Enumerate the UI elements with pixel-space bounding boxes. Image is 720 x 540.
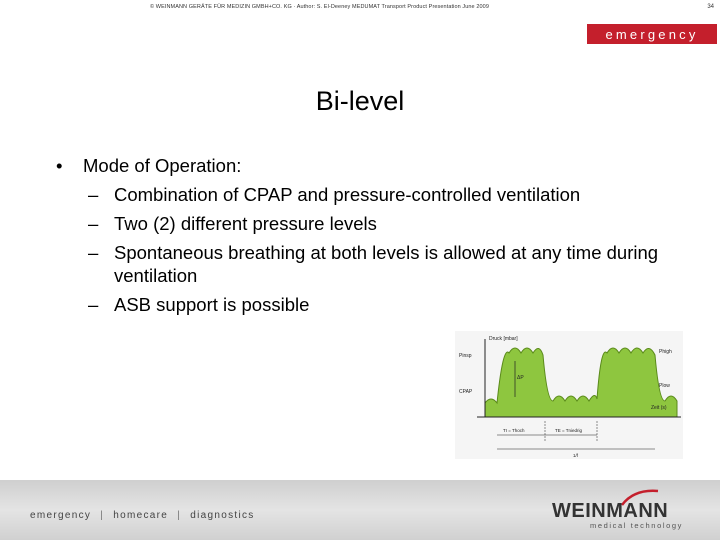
phigh-label: Phigh (659, 349, 672, 355)
sub-item (56, 293, 694, 316)
ti-label: TI = Thoch (503, 428, 525, 433)
footer-separator: | (100, 510, 105, 521)
dash-mark: – (88, 184, 99, 205)
sub-item (56, 212, 694, 235)
page-number: 34 (707, 4, 714, 10)
pinsp-label: Pinsp (459, 353, 472, 359)
dash-mark: – (88, 242, 99, 263)
footer-link-diagnostics[interactable]: diagnostics (190, 510, 255, 521)
sub-item-text: Spontaneous breathing at both levels is allowed at any time during ventilation (114, 242, 659, 286)
cpap-label: CPAP (459, 389, 473, 395)
bullet-list (56, 154, 694, 322)
delta-p-label: ΔP (517, 375, 524, 381)
footer-links (30, 510, 255, 521)
bilevel-pressure-diagram (455, 331, 683, 459)
footer-link-emergency[interactable]: emergency (30, 510, 92, 521)
sub-item-text: Combination of CPAP and pressure-controlled ventilation (114, 184, 581, 205)
bullet-text: Mode of Operation: (83, 155, 242, 176)
sub-item (56, 183, 694, 206)
x-axis-label: Zeit (s) (651, 405, 667, 411)
copyright-note: © WEINMANN GERÄTE FÜR MEDIZIN GMBH+CO. KG · Author: S. El-Deeney MEDUMAT Transport Product Presentation June 2009 (150, 4, 489, 10)
te-label: TE = Tniedrig (555, 428, 583, 433)
sub-item-text: Two (2) different pressure levels (114, 213, 377, 234)
plow-label: Plow (659, 383, 670, 389)
dash-mark: – (88, 213, 99, 234)
emergency-tag: emergency (587, 24, 717, 44)
period-label: 1/f (573, 453, 579, 458)
y-axis-label: Druck [mbar] (489, 336, 518, 342)
bullet-item (56, 154, 694, 177)
sub-item (56, 241, 694, 287)
sub-list (56, 183, 694, 316)
weinmann-logo: WEINMANN (552, 500, 669, 522)
logo-tagline: medical technology (590, 521, 684, 530)
slide-title: Bi-level (315, 86, 405, 116)
dash-mark: – (88, 294, 99, 315)
footer-separator: | (177, 510, 182, 521)
footer-link-homecare[interactable]: homecare (113, 510, 169, 521)
bullet-mark: • (56, 155, 63, 176)
sub-item-text: ASB support is possible (114, 294, 310, 315)
